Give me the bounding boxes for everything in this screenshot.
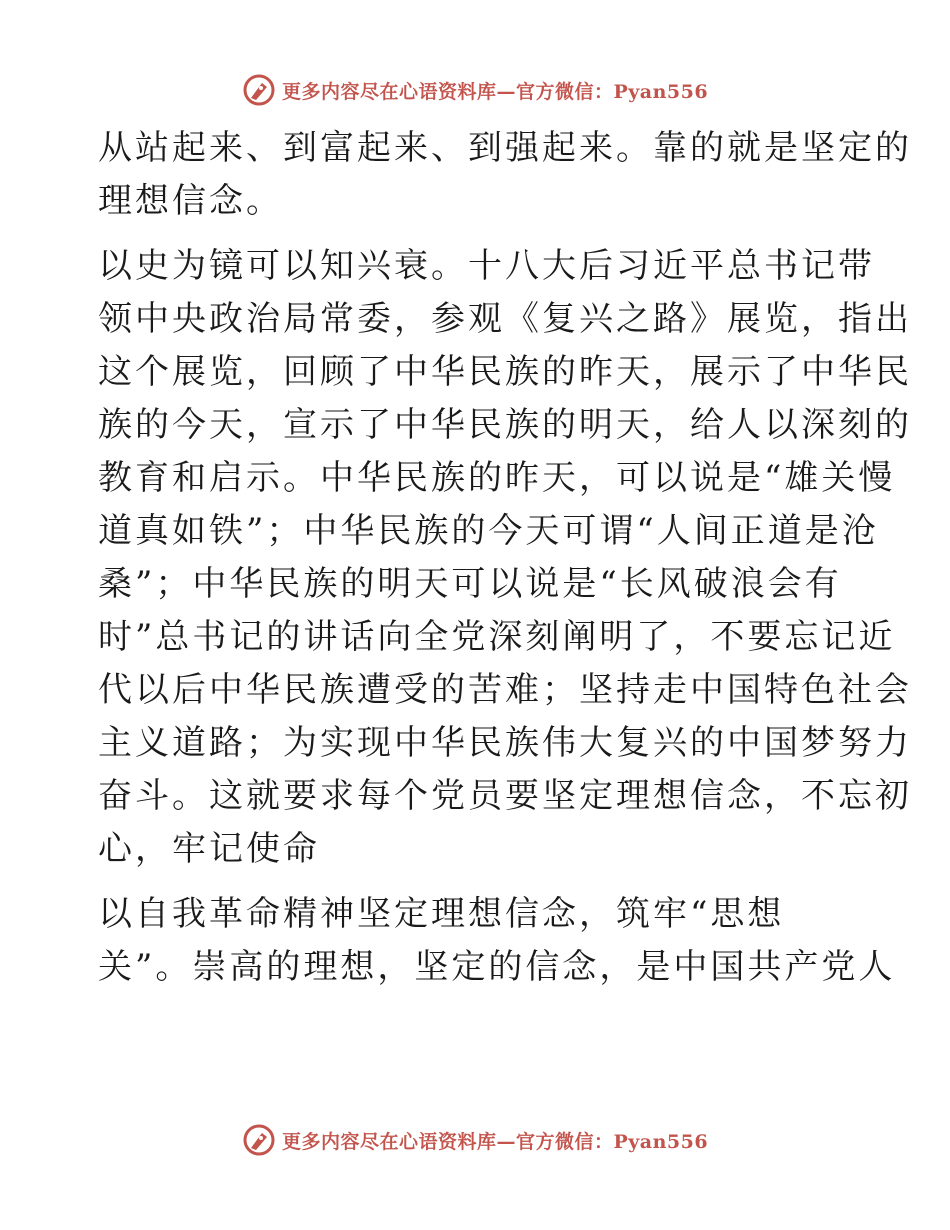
text-line: 以自我革命精神坚定理想信念，筑牢“思想: [98, 894, 785, 934]
document-body: [98, 122, 912, 994]
pen-nib-logo-icon: [242, 73, 276, 107]
text-line: 心，牢记使命: [98, 829, 320, 869]
header-watermark: [0, 70, 950, 110]
watermark-text: 更多内容尽在心语资料库—官方微信：Pyan556: [281, 1130, 709, 1153]
watermark-text: 更多内容尽在心语资料库—官方微信：Pyan556: [281, 80, 709, 103]
text-line: 理想信念。: [98, 181, 283, 221]
text-line: 道真如铁”；中华民族的今天可谓“人间正道是沧: [98, 511, 879, 551]
footer-watermark: [0, 1120, 950, 1160]
paragraph: [98, 122, 912, 228]
text-line: 以史为镜可以知兴衰。十八大后习近平总书记带: [98, 246, 875, 286]
text-line: 时”总书记的讲话向全党深刻阐明了，不要忘记近: [98, 617, 896, 657]
pen-nib-logo-icon: [242, 1123, 276, 1157]
text-line: 关”。崇高的理想，坚定的信念，是中国共产党人: [98, 947, 896, 987]
text-line: 这个展览，回顾了中华民族的昨天，展示了中华民: [98, 352, 912, 392]
paragraph: [98, 888, 896, 994]
text-line: 领中央政治局常委，参观《复兴之路》展览，指出: [98, 299, 912, 339]
text-line: 主义道路；为实现中华民族伟大复兴的中国梦努力: [98, 723, 912, 763]
text-line: 桑”；中华民族的明天可以说是“长风破浪会有: [98, 564, 842, 604]
text-line: 从站起来、到富起来、到强起来。靠的就是坚定的: [98, 128, 912, 168]
text-line: 代以后中华民族遭受的苦难；坚持走中国特色社会: [98, 670, 912, 710]
text-line: 族的今天，宣示了中华民族的明天，给人以深刻的: [98, 405, 912, 445]
text-line: 教育和启示。中华民族的昨天，可以说是“雄关慢: [98, 458, 896, 498]
paragraph: [98, 240, 912, 876]
text-line: 奋斗。这就要求每个党员要坚定理想信念，不忘初: [98, 776, 912, 816]
